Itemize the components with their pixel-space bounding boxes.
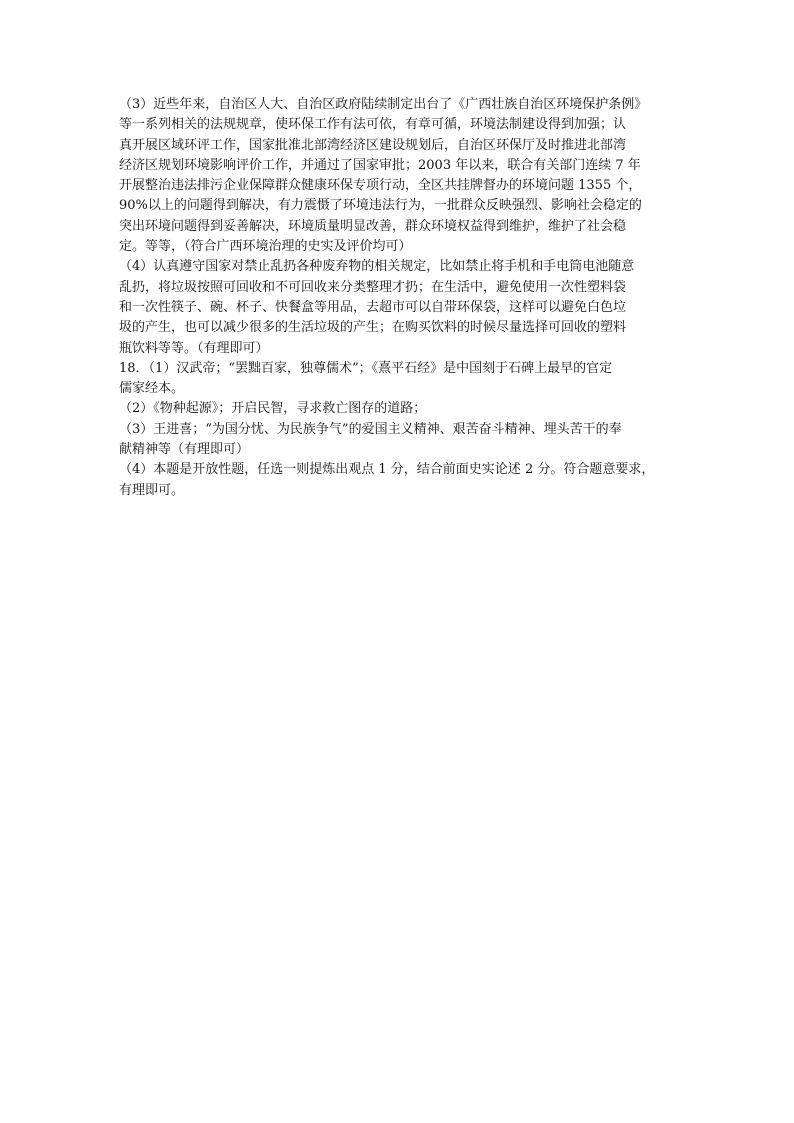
text-line: 瓶饮料等等。（有理即可）: [119, 340, 269, 356]
text-line: 等一系列相关的法规规章，使环保工作有法可依，有章可循，环境法制建设得到加强；认: [119, 117, 627, 133]
text-line: 定。等等，（符合广西环境治理的史实及评价均可）: [119, 239, 412, 255]
text-line: 18．（1）汉武帝；“罢黜百家，独尊儒术”；《熹平石经》是中国刻于石碑上最早的官定: [119, 360, 613, 376]
text-line: 圾的产生，也可以减少很多的生活垃圾的产生；在购买饮料的时候尽量选择可回收的塑料: [119, 320, 627, 336]
text-line: 开展整治违法排污企业保障群众健康环保专项行动，全区共挂牌督办的环境问题 1355 个，: [119, 178, 642, 194]
text-line: 突出环境问题得到妥善解决，环境质量明显改善，群众环境权益得到维护，维护了社会稳: [119, 218, 627, 234]
text-line: 90%以上的问题得到解决，有力震慑了环境违法行为，一批群众反映强烈、影响社会稳定的: [119, 198, 642, 214]
text-line: 经济区规划环境影响评价工作，并通过了国家审批；2003 年以来，联合有关部门连续 7 年: [119, 157, 641, 173]
text-line: 真开展区域环评工作，国家批准北部湾经济区建设规划后，自治区环保厅及时推进北部湾: [119, 137, 627, 153]
answer-text-block: [119, 95, 685, 501]
text-line: （2）《物种起源》；开启民智，寻求救亡图存的道路；: [119, 401, 427, 417]
text-line: （4）本题是开放性题，任选一则提炼出观点 1 分，结合前面史实论述 2 分。符合题意要求，: [119, 462, 655, 478]
text-line: 乱扔，将垃圾按照可回收和不可回收来分类整理才扔；在生活中，避免使用一次性塑料袋: [119, 279, 627, 295]
text-line: （3）近些年来，自治区人大、自治区政府陆续制定出台了《广西壮族自治区环境保护条例》: [119, 97, 648, 112]
text-line: （3）王进喜；“为国分忧、为民族争气”的爱国主义精神、艰苦奋斗精神、埋头苦干的奉: [119, 421, 622, 437]
text-line: 献精神等（有理即可）: [119, 442, 250, 458]
text-line: 有理即可。: [119, 482, 185, 498]
text-line: （4）认真遵守国家对禁止乱扔各种废弃物的相关规定，比如禁止将手机和手电筒电池随意: [119, 259, 635, 275]
text-line: 儒家经本。: [119, 381, 185, 397]
text-line: 和一次性筷子、碗、杯子、快餐盒等用品，去超市可以自带环保袋，这样可以避免白色垃: [119, 299, 627, 315]
